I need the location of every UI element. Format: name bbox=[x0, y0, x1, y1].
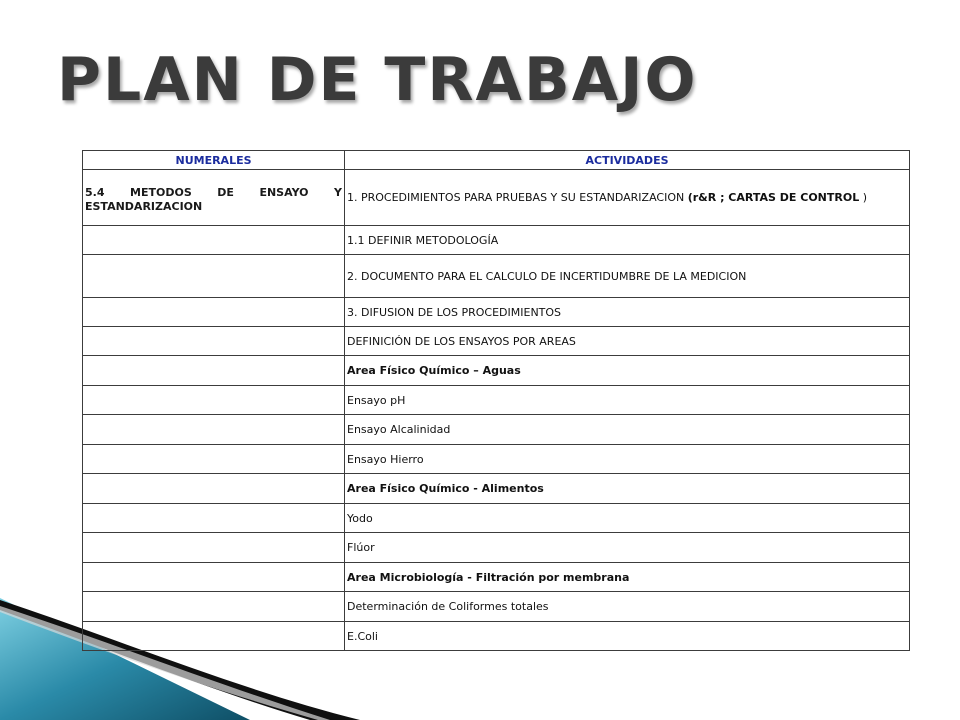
table-row bbox=[83, 386, 910, 415]
activity-cell: Ensayo Alcalinidad bbox=[345, 415, 910, 445]
table-row bbox=[83, 327, 910, 356]
table-header-row bbox=[83, 151, 910, 170]
numeral-cell bbox=[83, 563, 345, 592]
table-row bbox=[83, 504, 910, 533]
activity-text: 1. PROCEDIMIENTOS PARA PRUEBAS Y SU ESTANDARIZACION bbox=[347, 191, 688, 204]
activity-cell: 2. DOCUMENTO PARA EL CALCULO DE INCERTIDUMBRE DE LA MEDICION bbox=[345, 255, 910, 298]
activity-cell bbox=[345, 170, 910, 226]
numeral-cell bbox=[83, 356, 345, 386]
activity-cell: Ensayo Hierro bbox=[345, 445, 910, 474]
table-row bbox=[83, 622, 910, 651]
page-title: PLAN DE TRABAJO bbox=[57, 45, 698, 115]
activity-cell: Area Físico Químico – Aguas bbox=[345, 356, 910, 386]
table-row bbox=[83, 474, 910, 504]
table-row bbox=[83, 533, 910, 563]
numeral-cell bbox=[83, 327, 345, 356]
numerales-header: NUMERALES bbox=[83, 151, 345, 170]
table-row bbox=[83, 592, 910, 622]
work-plan-table bbox=[82, 150, 910, 651]
activity-cell: Ensayo pH bbox=[345, 386, 910, 415]
table-row bbox=[83, 415, 910, 445]
table-row bbox=[83, 563, 910, 592]
activity-cell: Area Físico Químico - Alimentos bbox=[345, 474, 910, 504]
activity-cell: Determinación de Coliformes totales bbox=[345, 592, 910, 622]
numeral-cell bbox=[83, 533, 345, 563]
table-row bbox=[83, 445, 910, 474]
actividades-header: ACTIVIDADES bbox=[345, 151, 910, 170]
activity-cell: 3. DIFUSION DE LOS PROCEDIMIENTOS bbox=[345, 298, 910, 327]
table-row bbox=[83, 226, 910, 255]
table-row bbox=[83, 298, 910, 327]
activity-cell: 1.1 DEFINIR METODOLOGÍA bbox=[345, 226, 910, 255]
numeral-cell bbox=[83, 415, 345, 445]
activity-close-paren: ) bbox=[859, 191, 868, 204]
numeral-cell: 5.4 METODOS DE ENSAYO Y ESTANDARIZACION bbox=[83, 170, 345, 226]
numeral-cell bbox=[83, 622, 345, 651]
numeral-cell bbox=[83, 298, 345, 327]
numeral-cell bbox=[83, 445, 345, 474]
activity-cell: Yodo bbox=[345, 504, 910, 533]
activity-cell: Flúor bbox=[345, 533, 910, 563]
activity-cell: E.Coli bbox=[345, 622, 910, 651]
table-row bbox=[83, 255, 910, 298]
numeral-cell bbox=[83, 504, 345, 533]
numeral-cell bbox=[83, 592, 345, 622]
numeral-cell bbox=[83, 255, 345, 298]
numeral-cell bbox=[83, 226, 345, 255]
activity-cell: Area Microbiología - Filtración por membrana bbox=[345, 563, 910, 592]
table-row bbox=[83, 356, 910, 386]
numeral-cell bbox=[83, 474, 345, 504]
numeral-cell bbox=[83, 386, 345, 415]
table-row bbox=[83, 170, 910, 226]
activity-bold-text: (r&R ; CARTAS DE CONTROL bbox=[687, 191, 860, 204]
activity-cell: DEFINICIÓN DE LOS ENSAYOS POR AREAS bbox=[345, 327, 910, 356]
